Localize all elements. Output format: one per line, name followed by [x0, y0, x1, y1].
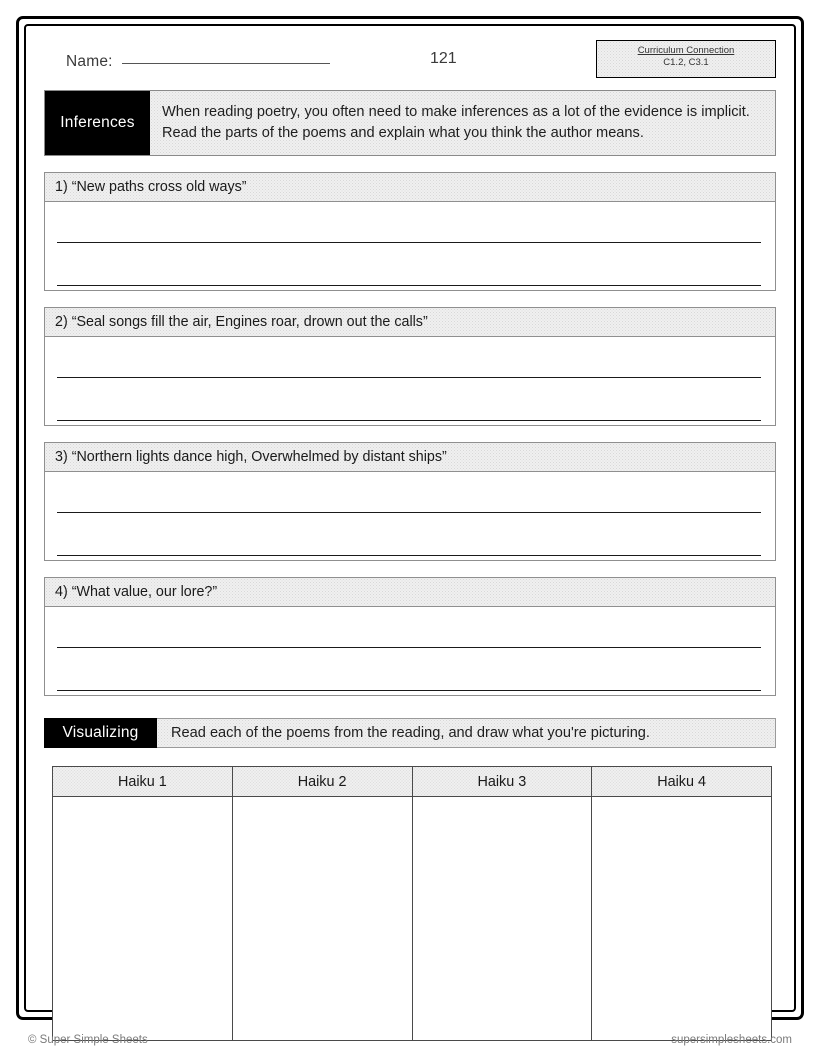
question-number: 1): [55, 179, 68, 195]
page-footer: [28, 1034, 792, 1046]
question-number: 4): [55, 584, 68, 600]
name-field[interactable]: [66, 50, 330, 71]
writing-line: [57, 647, 761, 648]
name-field-blank[interactable]: [122, 50, 330, 64]
question-prompt: [45, 443, 775, 472]
column-header-haiku-1: Haiku 1: [53, 767, 233, 797]
drawing-cell-haiku-3[interactable]: [412, 797, 592, 1041]
page-border-outer: [16, 16, 804, 1020]
name-field-label: Name:: [66, 53, 113, 70]
haiku-drawing-table: [52, 766, 772, 1041]
curriculum-connection-codes: C1.2, C3.1: [663, 57, 709, 68]
drawing-cell-haiku-4[interactable]: [592, 797, 772, 1041]
answer-area[interactable]: [45, 337, 775, 425]
question-quote: “New paths cross old ways”: [71, 179, 247, 195]
drawing-cell-haiku-2[interactable]: [232, 797, 412, 1041]
question-number: 3): [55, 449, 68, 465]
answer-area[interactable]: [45, 472, 775, 560]
question-quote: “What value, our lore?”: [71, 584, 218, 600]
question-prompt: [45, 308, 775, 337]
curriculum-connection-title: Curriculum Connection: [637, 45, 735, 56]
question-number: 2): [55, 314, 68, 330]
inferences-tag: Inferences: [45, 91, 150, 155]
column-header-haiku-2: Haiku 2: [232, 767, 412, 797]
visualizing-banner: [44, 718, 776, 748]
table-header-row: [53, 767, 772, 797]
worksheet-header-row: [44, 40, 776, 88]
column-header-haiku-3: Haiku 3: [412, 767, 592, 797]
writing-line: [57, 555, 761, 556]
page-border-inner: [24, 24, 796, 1012]
writing-line: [57, 420, 761, 421]
visualizing-tag: Visualizing: [44, 718, 157, 748]
drawing-cell-haiku-1[interactable]: [53, 797, 233, 1041]
question-quote: “Seal songs fill the air, Engines roar, drown out the calls”: [71, 314, 428, 330]
writing-line: [57, 285, 761, 286]
footer-website: supersimplesheets.com: [671, 1034, 792, 1046]
column-header-haiku-4: Haiku 4: [592, 767, 772, 797]
question-prompt: [45, 578, 775, 607]
table-row: [53, 797, 772, 1041]
inferences-instruction: When reading poetry, you often need to make inferences as a lot of the evidence is implicit. Read the parts of the poems and explain what you think the author means.: [162, 104, 750, 141]
writing-line: [57, 512, 761, 513]
writing-line: [57, 377, 761, 378]
answer-area[interactable]: [45, 202, 775, 290]
curriculum-connection-box: [596, 40, 776, 78]
writing-line: [57, 690, 761, 691]
question-block: [44, 172, 776, 291]
question-block: [44, 442, 776, 561]
footer-copyright: © Super Simple Sheets: [28, 1034, 148, 1046]
writing-line: [57, 242, 761, 243]
worksheet-body: [26, 26, 794, 1010]
visualizing-instruction: Read each of the poems from the reading, and draw what you're picturing.: [157, 718, 776, 748]
question-prompt: [45, 173, 775, 202]
question-block: [44, 577, 776, 696]
answer-area[interactable]: [45, 607, 775, 695]
page-number: 121: [430, 50, 457, 67]
question-block: [44, 307, 776, 426]
question-quote: “Northern lights dance high, Overwhelmed by distant ships”: [71, 449, 447, 465]
inferences-banner: [44, 90, 776, 156]
